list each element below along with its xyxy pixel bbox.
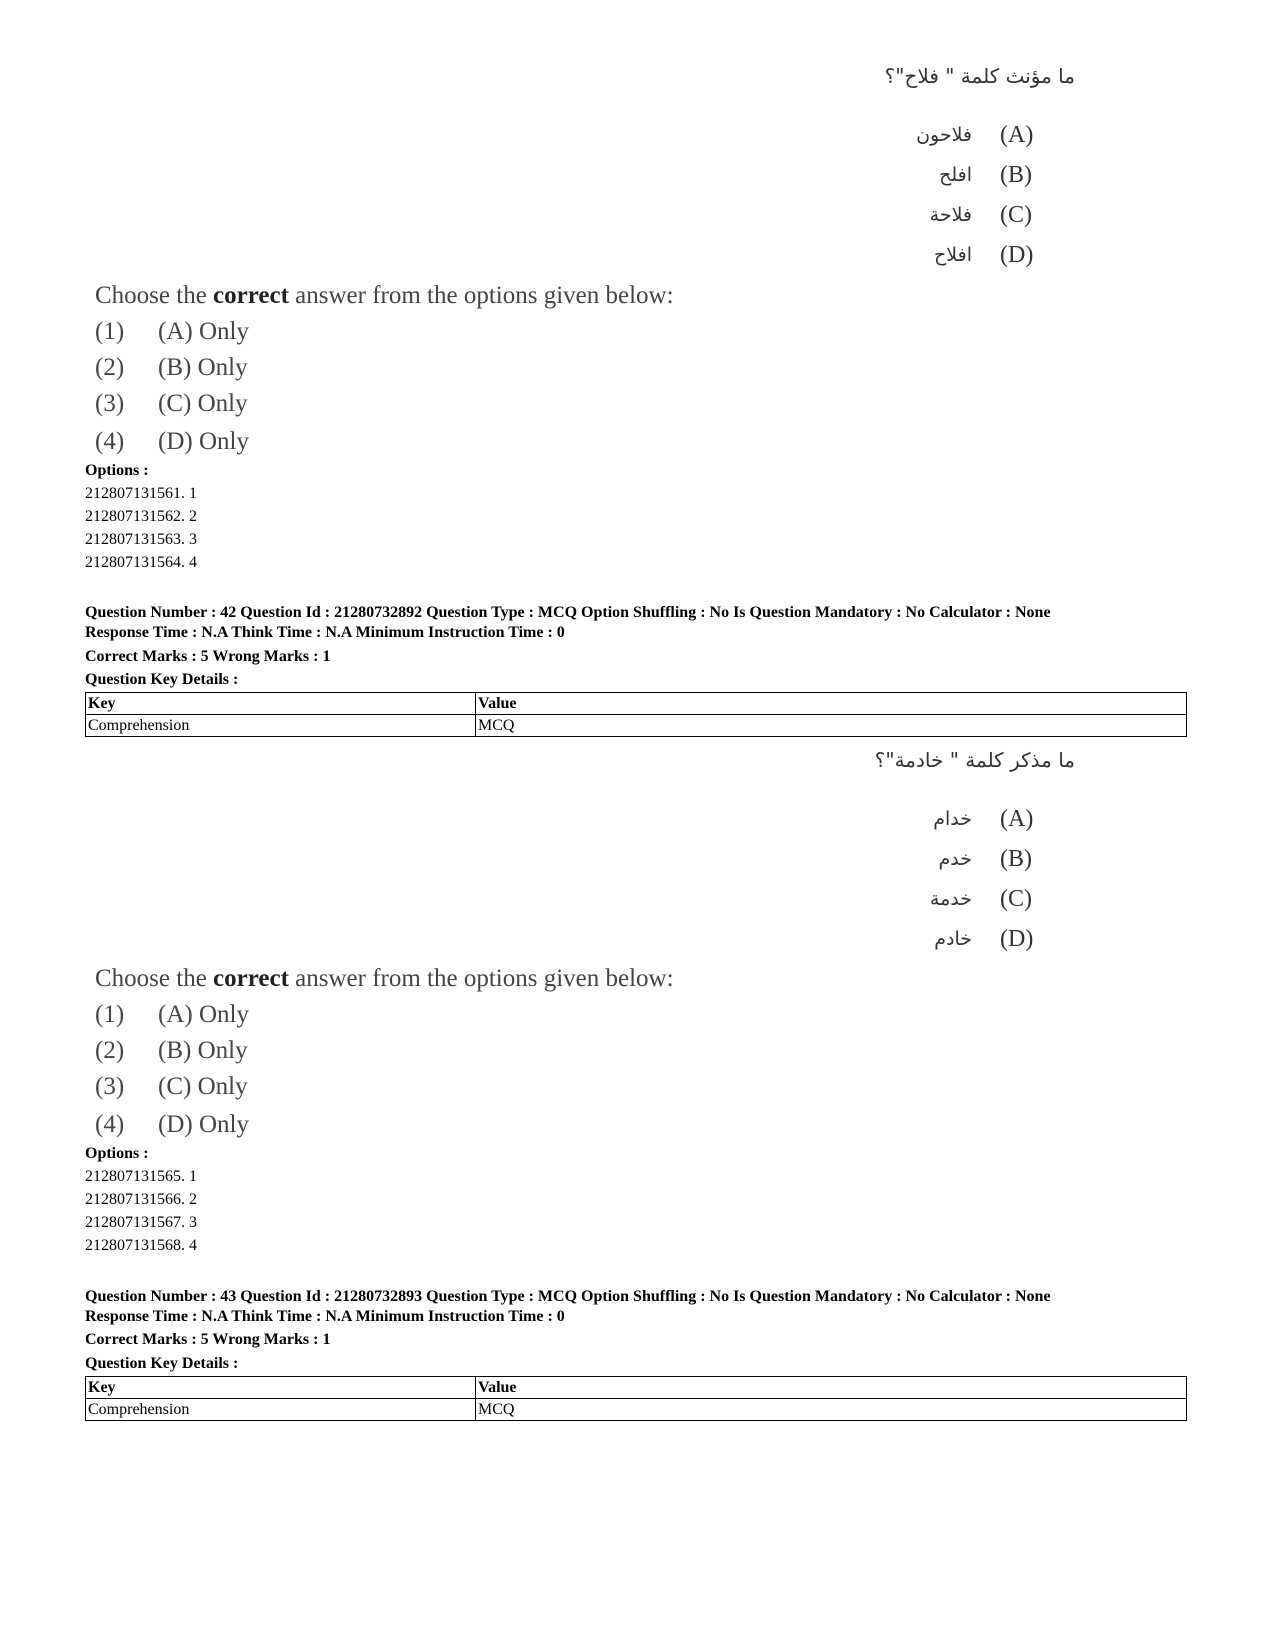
arabic-option-text: فلاحة [929, 204, 972, 226]
answer-number: (4) [95, 1111, 125, 1138]
table-row [86, 715, 1187, 737]
answer-number: (4) [95, 428, 125, 455]
arabic-option-label: (B) [1000, 845, 1032, 872]
option-item: 212807131563. 3 [85, 531, 197, 548]
option-item: 212807131565. 1 [85, 1168, 197, 1185]
option-item: 212807131568. 4 [85, 1237, 197, 1254]
question-header [85, 1287, 1051, 1327]
table-header-value: Value [476, 693, 1187, 715]
arabic-option-text: افلاح [934, 244, 972, 266]
table-header-key: Key [86, 1377, 476, 1399]
arabic-question: ما مؤنث كلمة " فلاح"؟ [884, 64, 1075, 88]
key-details-label: Question Key Details : [85, 671, 239, 688]
arabic-option [740, 799, 1040, 839]
table-header-value: Value [476, 1377, 1187, 1399]
arabic-option-text: فلاحون [916, 124, 972, 146]
option-item: 212807131562. 2 [85, 508, 197, 525]
arabic-option-label: (C) [1000, 201, 1032, 228]
answer-list [95, 318, 249, 464]
answer-number: (1) [95, 1001, 125, 1028]
table-cell-key: Comprehension [86, 1399, 476, 1421]
arabic-options-list [740, 799, 1040, 959]
answer-text: (B) Only [158, 354, 248, 381]
question-header [85, 603, 1051, 643]
answer-number: (2) [95, 354, 125, 381]
answer-item [95, 1073, 249, 1111]
answer-item [95, 1001, 249, 1037]
answer-item [95, 318, 249, 354]
answer-item [95, 390, 249, 428]
arabic-option [740, 155, 1040, 195]
answer-text: (D) Only [158, 428, 249, 455]
answer-text: (D) Only [158, 1111, 249, 1138]
choose-text: Choose the [95, 282, 214, 309]
arabic-option-text: افلح [939, 164, 972, 186]
key-details-label: Question Key Details : [85, 1355, 239, 1372]
key-details-table [85, 1376, 1187, 1421]
arabic-option-label: (A) [1000, 805, 1034, 832]
arabic-option [740, 115, 1040, 155]
options-block [85, 459, 197, 574]
answer-item [95, 1037, 249, 1073]
answer-text: (C) Only [158, 1073, 248, 1100]
marks-line: Correct Marks : 5 Wrong Marks : 1 [85, 1331, 331, 1348]
arabic-option-label: (B) [1000, 161, 1032, 188]
arabic-option [740, 839, 1040, 879]
option-item: 212807131564. 4 [85, 554, 197, 571]
option-item: 212807131561. 1 [85, 485, 197, 502]
choose-instruction [95, 965, 674, 993]
table-header-key: Key [86, 693, 476, 715]
arabic-option-label: (C) [1000, 885, 1032, 912]
answer-number: (3) [95, 1073, 125, 1100]
arabic-options-list [740, 115, 1040, 275]
arabic-option [740, 919, 1040, 959]
table-row [86, 1399, 1187, 1421]
option-item: 212807131566. 2 [85, 1191, 197, 1208]
answer-text: (C) Only [158, 390, 248, 417]
answer-text: (B) Only [158, 1037, 248, 1064]
table-cell-value: MCQ [476, 715, 1187, 737]
answer-number: (1) [95, 318, 125, 345]
arabic-option-text: خدم [938, 848, 972, 870]
options-label: Options : [85, 462, 149, 479]
arabic-option-label: (D) [1000, 241, 1034, 268]
choose-text: Choose the [95, 965, 214, 992]
table-cell-value: MCQ [476, 1399, 1187, 1421]
choose-instruction [95, 282, 674, 310]
table-cell-key: Comprehension [86, 715, 476, 737]
question-header-line: Response Time : N.A Think Time : N.A Minimum Instruction Time : 0 [85, 1308, 565, 1325]
arabic-option-label: (D) [1000, 925, 1034, 952]
answer-item [95, 354, 249, 390]
arabic-question: ما مذكر كلمة " خادمة"؟ [874, 748, 1075, 772]
answer-number: (2) [95, 1037, 125, 1064]
choose-bold: correct [213, 965, 289, 992]
arabic-option-text: خدمة [929, 888, 972, 910]
answer-number: (3) [95, 390, 125, 417]
options-block [85, 1142, 197, 1257]
choose-text: answer from the options given below: [288, 965, 674, 992]
choose-bold: correct [213, 282, 289, 309]
marks-line: Correct Marks : 5 Wrong Marks : 1 [85, 648, 331, 665]
question-header-line: Question Number : 43 Question Id : 21280732893 Question Type : MCQ Option Shuffling : No Is Question Mandatory : No Calculator : None [85, 1288, 1051, 1305]
arabic-option-text: خدام [933, 808, 972, 830]
arabic-option-text: خادم [934, 928, 972, 950]
option-item: 212807131567. 3 [85, 1214, 197, 1231]
question-header-line: Question Number : 42 Question Id : 21280732892 Question Type : MCQ Option Shuffling : No Is Question Mandatory : No Calculator : None [85, 604, 1051, 621]
answer-text: (A) Only [158, 318, 249, 345]
choose-text: answer from the options given below: [288, 282, 674, 309]
table-header-row [86, 693, 1187, 715]
arabic-option-label: (A) [1000, 121, 1034, 148]
table-header-row [86, 1377, 1187, 1399]
options-label: Options : [85, 1145, 149, 1162]
arabic-option [740, 195, 1040, 235]
arabic-option [740, 235, 1040, 275]
question-header-line: Response Time : N.A Think Time : N.A Minimum Instruction Time : 0 [85, 624, 565, 641]
answer-text: (A) Only [158, 1001, 249, 1028]
answer-list [95, 1001, 249, 1147]
arabic-option [740, 879, 1040, 919]
key-details-table [85, 692, 1187, 737]
